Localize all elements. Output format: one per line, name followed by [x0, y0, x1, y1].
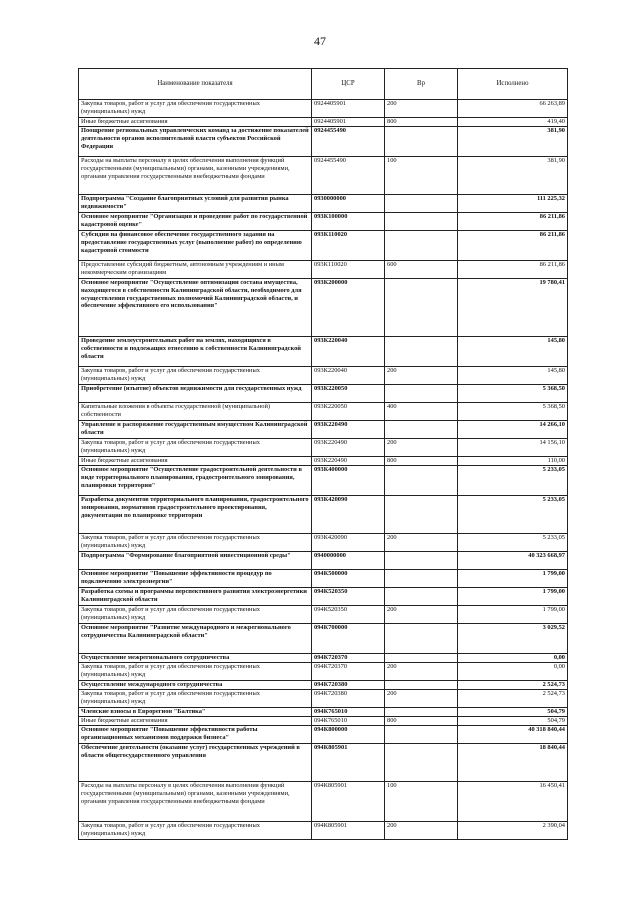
header-executed: Исполнено [458, 69, 568, 100]
table-row [79, 466, 568, 496]
cell-csr: 094К805901 [312, 782, 385, 822]
table-header-row [79, 69, 568, 100]
table-row [79, 534, 568, 552]
cell-indicator-name: Закупка товаров, работ и услуг для обеспечения государственных (муниципальных) нужд [79, 690, 312, 708]
cell-executed: 3 029,52 [458, 624, 568, 654]
cell-executed: 381,90 [458, 157, 568, 195]
cell-vr [385, 496, 458, 534]
cell-indicator-name: Членские взносы в Еврорегион "Балтика" [79, 708, 312, 717]
cell-vr [385, 681, 458, 690]
table-row [79, 261, 568, 279]
table-row [79, 708, 568, 717]
cell-vr [385, 231, 458, 261]
cell-csr: 093К400000 [312, 466, 385, 496]
cell-executed: 110,00 [458, 457, 568, 466]
cell-indicator-name: Поощрение региональных управленческих команд за достижение показателей деятельности органов исполнительной власти субъектов Российской Федерации [79, 127, 312, 157]
cell-executed: 5 368,50 [458, 403, 568, 421]
cell-vr: 800 [385, 118, 458, 127]
table-row [79, 496, 568, 534]
table-row [79, 588, 568, 606]
cell-csr: 094К520350 [312, 606, 385, 624]
cell-executed: 2 390,04 [458, 822, 568, 840]
cell-vr [385, 708, 458, 717]
cell-csr: 094К720370 [312, 663, 385, 681]
cell-indicator-name: Обеспечение деятельности (оказание услуг) государственных учреждений в области общегосударственного управления [79, 744, 312, 782]
cell-csr: 0940000000 [312, 552, 385, 570]
cell-indicator-name: Подпрограмма "Формирование благоприятной инвестиционной среды" [79, 552, 312, 570]
cell-csr: 094К765010 [312, 717, 385, 726]
cell-vr: 200 [385, 367, 458, 385]
cell-indicator-name: Капитальные вложения в объекты государственной (муниципальной) собственности [79, 403, 312, 421]
table-row [79, 744, 568, 782]
table-row [79, 157, 568, 195]
cell-indicator-name: Осуществление международного сотрудничества [79, 681, 312, 690]
cell-indicator-name: Основное мероприятие "Осуществление градостроительной деятельности в виде территориального планирования, градостроительного зонирования, планировки территории" [79, 466, 312, 496]
cell-csr: 093К220040 [312, 337, 385, 367]
cell-executed: 5 368,50 [458, 385, 568, 403]
cell-vr [385, 385, 458, 403]
cell-csr: 0924455490 [312, 157, 385, 195]
cell-indicator-name: Подпрограмма "Создание благоприятных условий для развития рынка недвижимости" [79, 195, 312, 213]
cell-indicator-name: Разработка схемы и программы перспективного развития электроэнергетики Калининградской области [79, 588, 312, 606]
cell-executed: 419,40 [458, 118, 568, 127]
table-row [79, 279, 568, 337]
cell-csr: 094К720370 [312, 654, 385, 663]
table-row [79, 681, 568, 690]
table-row [79, 118, 568, 127]
cell-csr: 093К220050 [312, 403, 385, 421]
cell-executed: 2 524,73 [458, 681, 568, 690]
cell-csr: 093К100000 [312, 213, 385, 231]
cell-vr: 100 [385, 782, 458, 822]
table-row [79, 385, 568, 403]
cell-csr: 093К220050 [312, 385, 385, 403]
cell-executed: 66 263,89 [458, 100, 568, 118]
page-number: 47 [314, 34, 326, 48]
cell-vr [385, 570, 458, 588]
table-row [79, 570, 568, 588]
cell-executed: 145,80 [458, 337, 568, 367]
cell-vr [385, 744, 458, 782]
cell-executed: 0,00 [458, 663, 568, 681]
cell-csr: 094К805901 [312, 822, 385, 840]
cell-csr: 094К800000 [312, 726, 385, 744]
table-row [79, 367, 568, 385]
cell-vr: 200 [385, 822, 458, 840]
cell-executed: 0,00 [458, 654, 568, 663]
cell-indicator-name: Управление и распоряжение государственным имуществом Калининградской области [79, 421, 312, 439]
cell-csr: 094К805901 [312, 744, 385, 782]
table-row [79, 717, 568, 726]
table-body [79, 100, 568, 840]
cell-csr: 093К420090 [312, 534, 385, 552]
cell-indicator-name: Осуществление межрегионального сотрудничества [79, 654, 312, 663]
cell-vr: 400 [385, 403, 458, 421]
cell-vr: 600 [385, 261, 458, 279]
cell-vr: 800 [385, 717, 458, 726]
cell-executed: 111 225,32 [458, 195, 568, 213]
cell-indicator-name: Иные бюджетные ассигнования [79, 457, 312, 466]
table-row [79, 100, 568, 118]
table-row [79, 337, 568, 367]
cell-indicator-name: Основное мероприятие "Развитие международного и межрегионального сотрудничества Калининградской области" [79, 624, 312, 654]
cell-executed: 1 799,00 [458, 606, 568, 624]
cell-vr: 200 [385, 606, 458, 624]
cell-executed: 14 156,10 [458, 439, 568, 457]
cell-indicator-name: Расходы на выплаты персоналу в целях обеспечения выполнения функций государственными (муниципальными) органами, казенными учреждениями, органами управления государственными внебюджетными фондами [79, 782, 312, 822]
table-row [79, 421, 568, 439]
cell-indicator-name: Расходы на выплаты персоналу в целях обеспечения выполнения функций государственными (муниципальными) органами, казенными учреждениями, органами управления государственными внебюджетными фондами [79, 157, 312, 195]
cell-indicator-name: Проведение землеустроительных работ на землях, находящихся в собственности и подлежащих отнесению к собственности Калининградской области [79, 337, 312, 367]
cell-vr [385, 195, 458, 213]
cell-indicator-name: Основное мероприятие "Организация и проведение работ по государственной кадастровой оценке" [79, 213, 312, 231]
cell-indicator-name: Основное мероприятие "Повышение эффективности работы организационных механизмов поддержки бизнеса" [79, 726, 312, 744]
cell-csr: 094К720380 [312, 681, 385, 690]
table-row [79, 726, 568, 744]
cell-indicator-name: Приобретение (изъятие) объектов недвижимости для государственных нужд [79, 385, 312, 403]
cell-vr [385, 127, 458, 157]
cell-vr [385, 624, 458, 654]
cell-vr: 200 [385, 439, 458, 457]
cell-csr: 093К220490 [312, 421, 385, 439]
cell-executed: 16 450,41 [458, 782, 568, 822]
cell-vr: 800 [385, 457, 458, 466]
cell-executed: 5 233,05 [458, 496, 568, 534]
cell-vr: 200 [385, 100, 458, 118]
cell-indicator-name: Основное мероприятие "Повышение эффективности процедур по подключению электроэнергии" [79, 570, 312, 588]
table-row [79, 624, 568, 654]
cell-vr [385, 654, 458, 663]
cell-csr: 094К720380 [312, 690, 385, 708]
cell-csr: 094К700000 [312, 624, 385, 654]
cell-vr [385, 213, 458, 231]
cell-executed: 5 233,05 [458, 466, 568, 496]
cell-csr: 093К200000 [312, 279, 385, 337]
cell-csr: 093К220490 [312, 439, 385, 457]
cell-vr [385, 337, 458, 367]
cell-indicator-name: Разработка документов территориального планирования, градостроительного зонирования, нормативов градостроительного проектирования, документации по планировке территории [79, 496, 312, 534]
cell-indicator-name: Закупка товаров, работ и услуг для обеспечения государственных (муниципальных) нужд [79, 367, 312, 385]
cell-vr [385, 279, 458, 337]
cell-executed: 40 318 840,44 [458, 726, 568, 744]
table-row [79, 663, 568, 681]
cell-executed: 86 211,86 [458, 261, 568, 279]
cell-vr [385, 588, 458, 606]
cell-executed: 19 780,41 [458, 279, 568, 337]
cell-csr: 094К765010 [312, 708, 385, 717]
cell-executed: 1 799,00 [458, 570, 568, 588]
cell-csr: 0930000000 [312, 195, 385, 213]
cell-executed: 1 799,00 [458, 588, 568, 606]
cell-executed: 381,90 [458, 127, 568, 157]
cell-indicator-name: Предоставление субсидий бюджетным, автономным учреждениям и иным некоммерческим организациям [79, 261, 312, 279]
cell-csr: 093К220040 [312, 367, 385, 385]
header-csr: ЦСР [312, 69, 385, 100]
cell-executed: 504,79 [458, 717, 568, 726]
header-vr: Вр [385, 69, 458, 100]
cell-indicator-name: Закупка товаров, работ и услуг для обеспечения государственных (муниципальных) нужд [79, 534, 312, 552]
cell-executed: 504,79 [458, 708, 568, 717]
cell-csr: 094К520350 [312, 588, 385, 606]
cell-executed: 2 524,73 [458, 690, 568, 708]
cell-executed: 14 266,10 [458, 421, 568, 439]
cell-csr: 0924405901 [312, 118, 385, 127]
cell-vr: 100 [385, 157, 458, 195]
table-row [79, 195, 568, 213]
cell-csr: 094К500000 [312, 570, 385, 588]
budget-execution-table [78, 68, 568, 840]
header-indicator-name: Наименование показателя [79, 69, 312, 100]
cell-csr: 093К220490 [312, 457, 385, 466]
table-row [79, 127, 568, 157]
table-row [79, 439, 568, 457]
table-row [79, 606, 568, 624]
cell-csr: 093К420090 [312, 496, 385, 534]
cell-vr [385, 552, 458, 570]
table-row [79, 822, 568, 840]
cell-vr [385, 726, 458, 744]
table-row [79, 213, 568, 231]
table-row [79, 403, 568, 421]
cell-vr [385, 466, 458, 496]
table-row [79, 231, 568, 261]
table-row [79, 690, 568, 708]
cell-indicator-name: Закупка товаров, работ и услуг для обеспечения государственных (муниципальных) нужд [79, 822, 312, 840]
cell-csr: 093К110020 [312, 261, 385, 279]
cell-csr: 0924405901 [312, 100, 385, 118]
cell-executed: 86 211,86 [458, 213, 568, 231]
table-row [79, 782, 568, 822]
cell-executed: 86 211,86 [458, 231, 568, 261]
cell-vr [385, 421, 458, 439]
cell-vr: 200 [385, 534, 458, 552]
cell-indicator-name: Иные бюджетные ассигнования [79, 717, 312, 726]
cell-csr: 0924455490 [312, 127, 385, 157]
cell-vr: 200 [385, 690, 458, 708]
cell-executed: 5 233,05 [458, 534, 568, 552]
cell-indicator-name: Закупка товаров, работ и услуг для обеспечения государственных (муниципальных) нужд [79, 439, 312, 457]
table-row [79, 457, 568, 466]
cell-csr: 093К110020 [312, 231, 385, 261]
cell-executed: 18 840,44 [458, 744, 568, 782]
cell-indicator-name: Основное мероприятие "Осуществление оптимизации состава имущества, находящегося в собственности Калининградской области, необходимого для осуществления государственных полномочий Калининградской области, и обеспечение эффективного его использования" [79, 279, 312, 337]
cell-indicator-name: Закупка товаров, работ и услуг для обеспечения государственных (муниципальных) нужд [79, 663, 312, 681]
table-row [79, 552, 568, 570]
cell-indicator-name: Иные бюджетные ассигнования [79, 118, 312, 127]
cell-vr: 200 [385, 663, 458, 681]
cell-indicator-name: Субсидии на финансовое обеспечение государственного задания на предоставление государственных услуг (выполнение работ) по определению кадастровой стоимости [79, 231, 312, 261]
cell-executed: 145,80 [458, 367, 568, 385]
cell-indicator-name: Закупка товаров, работ и услуг для обеспечения государственных (муниципальных) нужд [79, 100, 312, 118]
cell-indicator-name: Закупка товаров, работ и услуг для обеспечения государственных (муниципальных) нужд [79, 606, 312, 624]
cell-executed: 40 323 668,97 [458, 552, 568, 570]
table-row [79, 654, 568, 663]
